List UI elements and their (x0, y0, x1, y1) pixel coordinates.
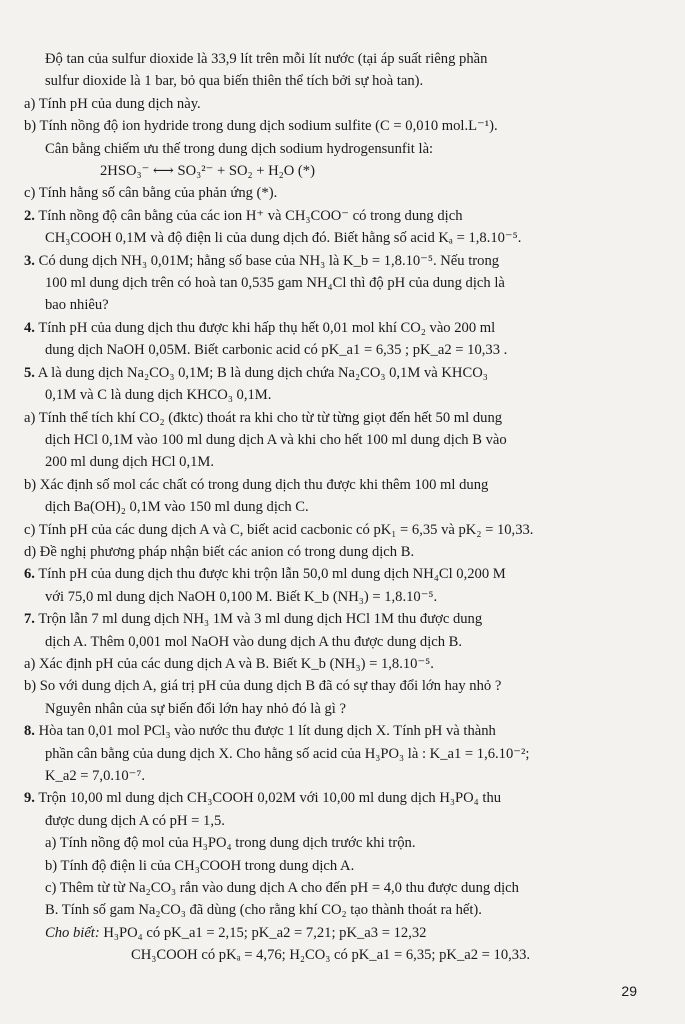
line-text: b) Xác định số mol các chất có trong dung dịch thu được khi thêm 100 ml dung (24, 476, 489, 493)
text-line (24, 855, 645, 877)
line-text: a) Xác định pH của các dung dịch A và B. Biết K_b (NH₃) = 1,8.10⁻⁵. (24, 655, 434, 672)
line-text: 100 ml dung dịch trên có hoà tan 0,535 gam NH₄Cl thì độ pH của dung dịch là (45, 275, 505, 292)
text-line (24, 70, 645, 92)
line-text: dịch Ba(OH)₂ 0,1M vào 150 ml dung dịch C. (45, 499, 309, 516)
exercise-number: 5. (24, 364, 35, 381)
text-line (24, 182, 645, 204)
text-line (24, 205, 645, 227)
line-text: phần cân bằng của dung dịch X. Cho hằng số acid của H₃PO₃ là : K_a1 = 1,6.10⁻²; (45, 745, 530, 762)
text-line (24, 653, 645, 675)
text-line (24, 250, 645, 272)
text-line (24, 429, 645, 451)
line-text: b) Tính nồng độ ion hydride trong dung dịch sodium sulfite (C = 0,010 mol.L⁻¹). (24, 118, 498, 135)
text-line (24, 787, 645, 809)
line-text: a) Tính thể tích khí CO₂ (đktc) thoát ra khi cho từ từ từng giọt đến hết 50 ml dung (24, 409, 503, 426)
line-text: được dung dịch A có pH = 1,5. (45, 812, 225, 829)
line-text: b) So với dung dịch A, giá trị pH của dung dịch B đã có sự thay đổi lớn hay nhỏ ? (24, 678, 502, 695)
line-text: 2HSO₃⁻ ⟷ SO₃²⁻ + SO₂ + H₂O (*) (100, 163, 315, 180)
text-line (24, 832, 645, 854)
exercise-number: 6. (24, 566, 35, 583)
line-text: B. Tính số gam Na₂CO₃ đã dùng (cho rằng khí CO₂ tạo thành thoát ra hết). (45, 902, 482, 919)
line-text: Hòa tan 0,01 mol PCl₃ vào nước thu được 1 lít dung dịch X. Tính pH và thành (34, 723, 496, 740)
text-line (24, 48, 645, 70)
text-line (24, 451, 645, 473)
text-line (24, 743, 645, 765)
text-line (24, 631, 645, 653)
text-line (24, 698, 645, 720)
line-text: H₃PO₄ có pK_a1 = 2,15; pK_a2 = 7,21; pK_a3 = 12,32 (99, 924, 427, 941)
line-text: dịch A. Thêm 0,001 mol NaOH vào dung dịch A thu được dung dịch B. (45, 633, 463, 650)
text-line (24, 407, 645, 429)
line-text: Trộn 10,00 ml dung dịch CH₃COOH 0,02M với 10,00 ml dung dịch H₃PO₄ thu (34, 790, 502, 807)
line-text: CH₃COOH 0,1M và độ điện li của dung dịch đó. Biết hằng số acid Kₐ = 1,8.10⁻⁵. (45, 230, 522, 247)
text-line (24, 563, 645, 585)
exercise-number: 4. (24, 319, 35, 336)
text-line (24, 541, 645, 563)
line-text: a) Tính pH của dung dịch này. (24, 95, 201, 112)
exercise-text (24, 48, 645, 967)
text-line (24, 339, 645, 361)
text-line (24, 384, 645, 406)
text-line (24, 765, 645, 787)
text-line (24, 294, 645, 316)
text-line (24, 877, 645, 899)
text-line (24, 474, 645, 496)
exercise-number: 2. (24, 207, 35, 224)
line-text: a) Tính nồng độ mol của H₃PO₄ trong dung dịch trước khi trộn. (45, 835, 416, 852)
text-line (24, 675, 645, 697)
line-text: sulfur dioxide là 1 bar, bỏ qua biến thiên thể tích bởi sự hoà tan). (45, 73, 424, 90)
exercise-number: 9. (24, 790, 35, 807)
text-line (24, 362, 645, 384)
line-text: d) Đề nghị phương pháp nhận biết các anion có trong dung dịch B. (24, 543, 415, 560)
page-number: 29 (621, 983, 637, 999)
text-line (24, 519, 645, 541)
text-line (24, 922, 645, 944)
line-text: Tính pH của dung dịch thu được khi hấp thụ hết 0,01 mol khí CO₂ vào 200 ml (34, 319, 496, 336)
text-line (24, 944, 645, 966)
text-line (24, 720, 645, 742)
line-text: Độ tan của sulfur dioxide là 33,9 lít trên mỗi lít nước (tại áp suất riêng phần (45, 51, 488, 67)
line-text: dịch HCl 0,1M vào 100 ml dung dịch A và khi cho hết 100 ml dung dịch B vào (45, 431, 507, 448)
exercise-number: 3. (24, 252, 35, 269)
text-line (24, 272, 645, 294)
exercise-number: 7. (24, 611, 35, 628)
line-text: dung dịch NaOH 0,05M. Biết carbonic acid có pK_a1 = 6,35 ; pK_a2 = 10,33 . (45, 342, 508, 359)
text-line (24, 586, 645, 608)
line-text: 0,1M và C là dung dịch KHCO₃ 0,1M. (45, 387, 272, 404)
line-text: b) Tính độ điện li của CH₃COOH trong dung dịch A. (45, 857, 355, 874)
line-text: CH₃COOH có pKₐ = 4,76; H₂CO₃ có pK_a1 = 6,35; pK_a2 = 10,33. (131, 947, 531, 964)
text-line (24, 496, 645, 518)
exercise-number: 8. (24, 723, 35, 740)
line-text: Trộn lẫn 7 ml dung dịch NH₃ 1M và 3 ml dung dịch HCl 1M thu được dung (34, 611, 483, 628)
line-text: c) Thêm từ từ Na₂CO₃ rắn vào dung dịch A cho đến pH = 4,0 thu được dung dịch (45, 880, 519, 897)
text-line (24, 160, 645, 182)
line-text: 200 ml dung dịch HCl 0,1M. (45, 454, 215, 471)
text-line (24, 115, 645, 137)
text-line (24, 810, 645, 832)
line-text: c) Tính pH của các dung dịch A và C, biết acid cacbonic có pK₁ = 6,35 và pK₂ = 10,33. (24, 521, 534, 538)
text-line (24, 317, 645, 339)
text-line (24, 227, 645, 249)
line-text: Có dung dịch NH₃ 0,01M; hằng số base của NH₃ là K_b = 1,8.10⁻⁵. Nếu trong (34, 252, 500, 269)
line-text: K_a2 = 7,0.10⁻⁷. (45, 768, 146, 784)
text-line (24, 899, 645, 921)
line-text: Tính pH của dung dịch thu được khi trộn lẫn 50,0 ml dung dịch NH₄Cl 0,200 M (34, 566, 506, 583)
line-text: Cân bằng chiếm ưu thế trong dung dịch sodium hydrogensunfit là: (45, 140, 434, 157)
text-line (24, 93, 645, 115)
text-line (24, 608, 645, 630)
line-text: với 75,0 ml dung dịch NaOH 0,100 M. Biết K_b (NH₃) = 1,8.10⁻⁵. (45, 588, 438, 605)
line-text: Tính nồng độ cân bằng của các ion H⁺ và CH₃COO⁻ có trong dung dịch (34, 207, 463, 224)
given-label: Cho biết: (45, 924, 100, 941)
line-text: bao nhiêu? (45, 297, 109, 314)
line-text: Nguyên nhân của sự biến đổi lớn hay nhỏ đó là gì ? (45, 700, 346, 717)
text-line (24, 138, 645, 160)
line-text: A là dung dịch Na₂CO₃ 0,1M; B là dung dịch chứa Na₂CO₃ 0,1M và KHCO₃ (34, 364, 488, 381)
line-text: c) Tính hằng số cân bằng của phản ứng (*). (24, 185, 278, 202)
